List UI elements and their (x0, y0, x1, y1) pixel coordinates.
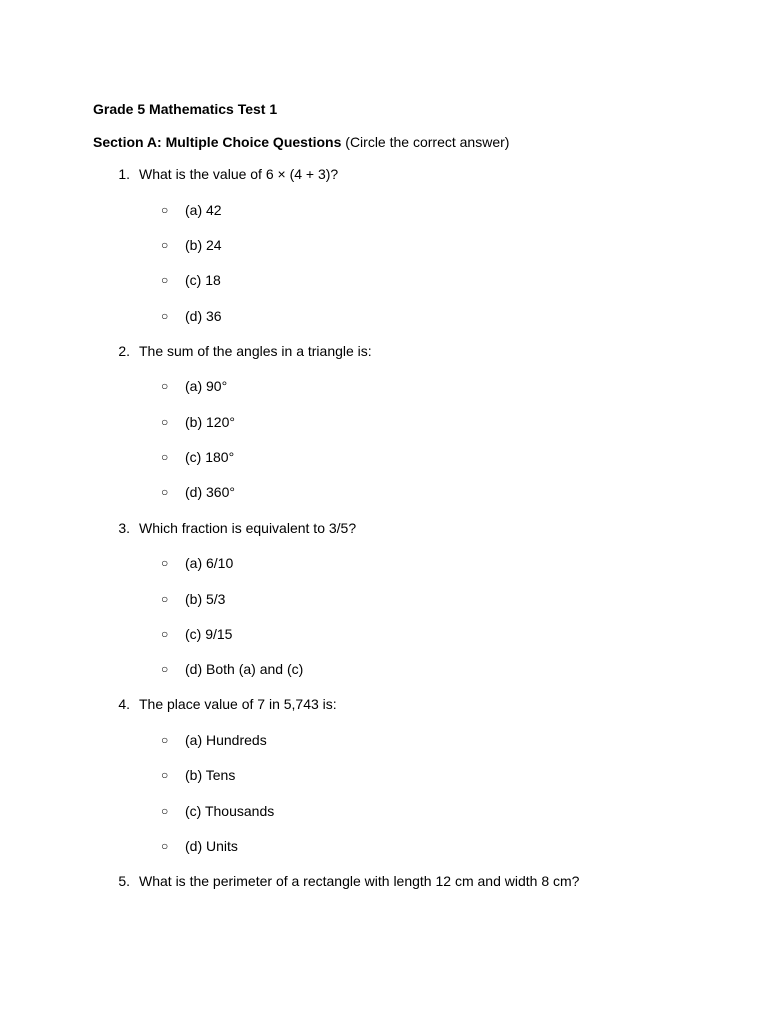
circle-bullet-icon: ○ (161, 592, 169, 606)
section-heading: Section A: Multiple Choice Questions (93, 134, 342, 150)
circle-bullet-icon: ○ (161, 733, 169, 747)
option-4c (0, 803, 768, 820)
circle-bullet-icon: ○ (161, 627, 169, 641)
option-2a (0, 378, 768, 395)
option-text: (a) 90° (185, 378, 228, 394)
option-text: (d) Units (185, 838, 238, 854)
question-number: 3. (118, 520, 130, 536)
option-text: (a) 6/10 (185, 555, 234, 571)
option-3b (0, 591, 768, 608)
question-text: The place value of 7 in 5,743 is: (139, 696, 337, 712)
circle-bullet-icon: ○ (161, 839, 169, 853)
option-text: (c) 180° (185, 449, 235, 465)
option-2d (0, 484, 768, 501)
circle-bullet-icon: ○ (161, 379, 169, 393)
question-number: 2. (118, 343, 130, 359)
circle-bullet-icon: ○ (161, 556, 169, 570)
question-number: 1. (118, 166, 130, 182)
option-4d (0, 838, 768, 855)
option-1a (0, 202, 768, 219)
option-text: (d) 36 (185, 308, 222, 324)
section-instruction: (Circle the correct answer) (345, 134, 510, 150)
option-1b (0, 237, 768, 254)
circle-bullet-icon: ○ (161, 203, 169, 217)
option-text: (a) Hundreds (185, 732, 267, 748)
question-number: 5. (118, 873, 130, 889)
question-text: The sum of the angles in a triangle is: (139, 343, 372, 359)
circle-bullet-icon: ○ (161, 309, 169, 323)
question-text: Which fraction is equivalent to 3/5? (139, 520, 357, 536)
option-text: (d) Both (a) and (c) (185, 661, 304, 677)
question-text: What is the value of 6 × (4 + 3)? (139, 166, 339, 182)
circle-bullet-icon: ○ (161, 450, 169, 464)
circle-bullet-icon: ○ (161, 662, 169, 676)
circle-bullet-icon: ○ (161, 485, 169, 499)
option-text: (b) 24 (185, 237, 222, 253)
option-text: (b) 5/3 (185, 591, 226, 607)
question-5 (0, 873, 768, 890)
question-text: What is the perimeter of a rectangle with length 12 cm and width 8 cm? (139, 873, 580, 889)
question-1 (0, 166, 768, 183)
option-text: (d) 360° (185, 484, 235, 500)
circle-bullet-icon: ○ (161, 238, 169, 252)
option-3a (0, 555, 768, 572)
option-text: (b) 120° (185, 414, 235, 430)
option-1d (0, 308, 768, 325)
option-text: (c) 9/15 (185, 626, 233, 642)
page-title: Grade 5 Mathematics Test 1 (93, 101, 278, 117)
question-2 (0, 343, 768, 360)
option-2c (0, 449, 768, 466)
option-3c (0, 626, 768, 643)
option-text: (b) Tens (185, 767, 236, 783)
question-number: 4. (118, 696, 130, 712)
option-text: (c) 18 (185, 272, 221, 288)
option-4a (0, 732, 768, 749)
option-4b (0, 767, 768, 784)
circle-bullet-icon: ○ (161, 273, 169, 287)
circle-bullet-icon: ○ (161, 804, 169, 818)
question-3 (0, 520, 768, 537)
option-3d (0, 661, 768, 678)
question-4 (0, 696, 768, 713)
circle-bullet-icon: ○ (161, 768, 169, 782)
option-1c (0, 272, 768, 289)
option-text: (c) Thousands (185, 803, 275, 819)
circle-bullet-icon: ○ (161, 415, 169, 429)
option-2b (0, 414, 768, 431)
option-text: (a) 42 (185, 202, 222, 218)
